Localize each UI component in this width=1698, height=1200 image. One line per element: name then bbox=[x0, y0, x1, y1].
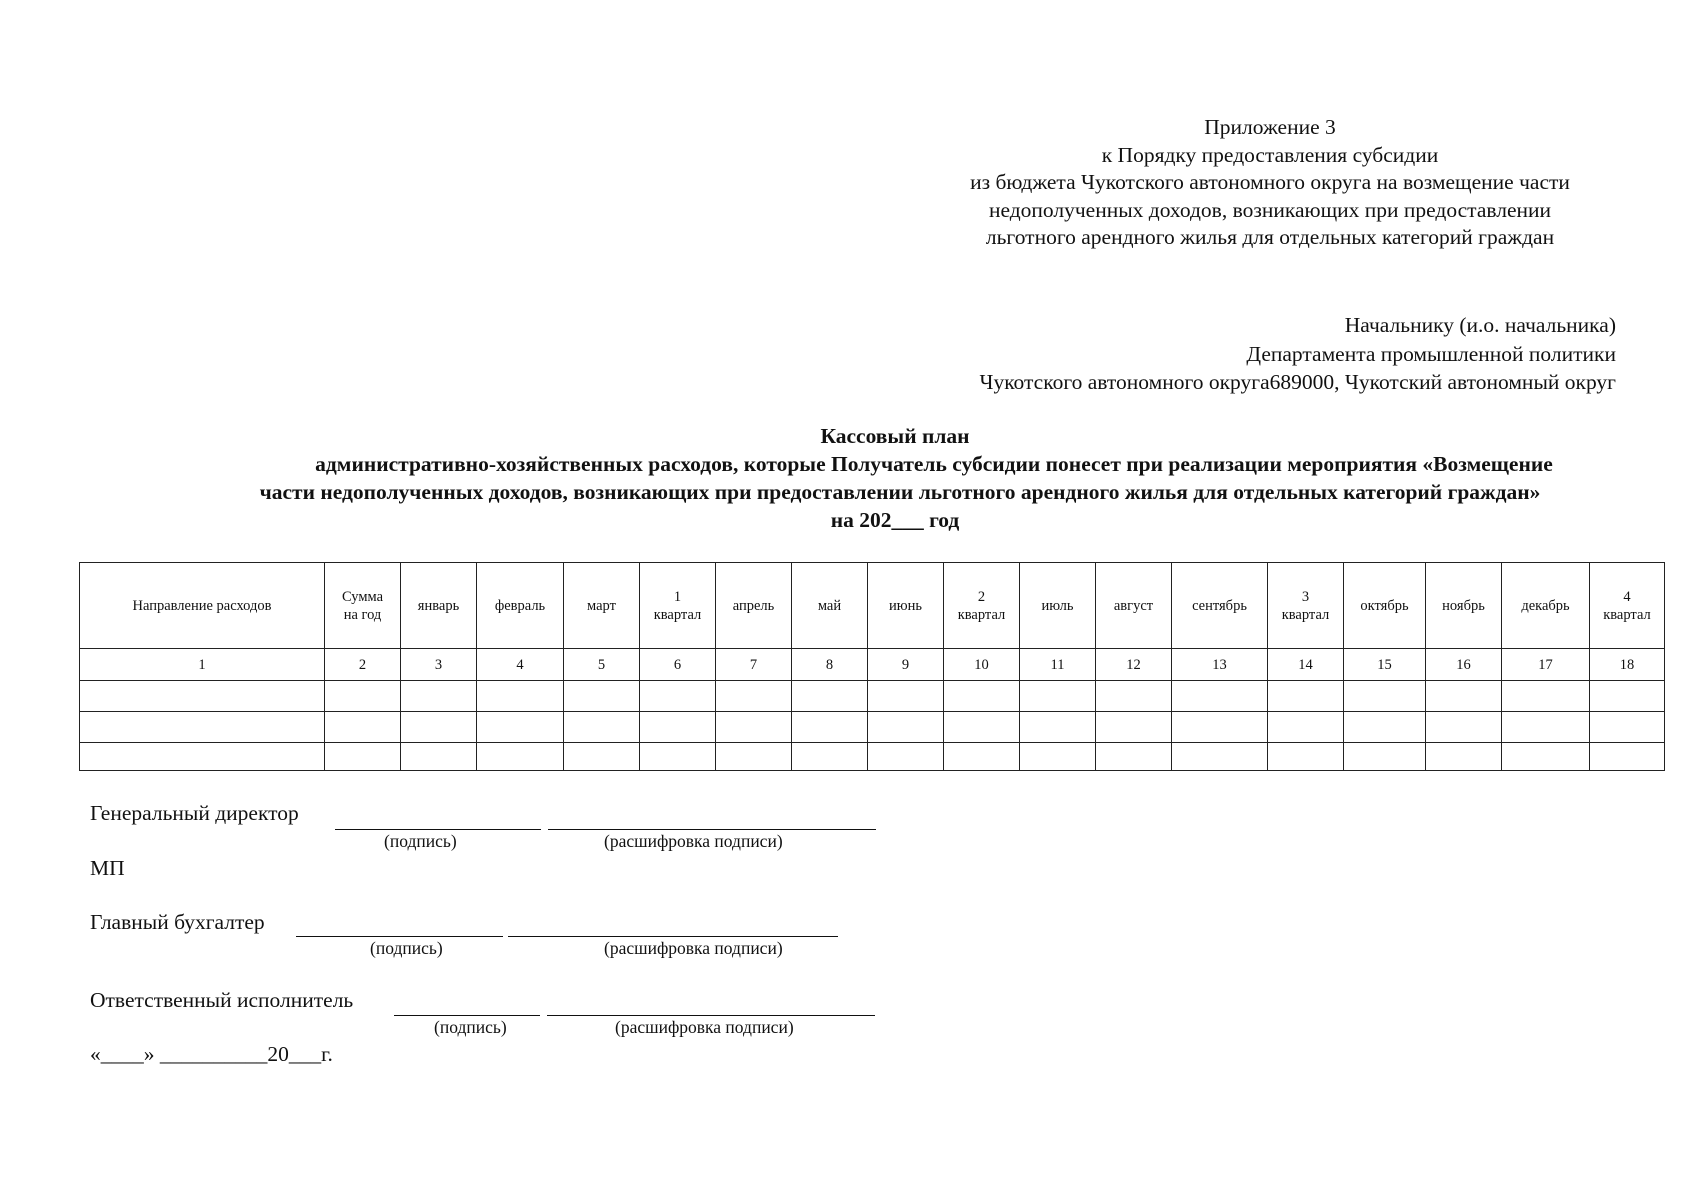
column-number: 16 bbox=[1426, 649, 1502, 681]
table-cell[interactable] bbox=[944, 743, 1020, 771]
column-header bbox=[401, 563, 477, 649]
column-header-label: 2 квартал bbox=[957, 588, 1006, 623]
column-number: 14 bbox=[1268, 649, 1344, 681]
column-header-label: 4 квартал bbox=[1603, 588, 1651, 623]
table-cell[interactable] bbox=[1344, 743, 1426, 771]
column-header bbox=[640, 563, 716, 649]
column-number: 1 bbox=[80, 649, 325, 681]
director-label: Генеральный директор bbox=[90, 801, 299, 825]
column-header-label: Направление расходов bbox=[132, 597, 272, 614]
column-header bbox=[944, 563, 1020, 649]
table-cell[interactable] bbox=[564, 712, 640, 743]
seal-label: МП bbox=[90, 856, 125, 880]
column-number: 5 bbox=[564, 649, 640, 681]
column-number: 9 bbox=[868, 649, 944, 681]
table-row bbox=[80, 681, 1665, 712]
column-header bbox=[1590, 563, 1665, 649]
table-cell[interactable] bbox=[1096, 743, 1172, 771]
column-number: 17 bbox=[1502, 649, 1590, 681]
table-cell[interactable] bbox=[868, 681, 944, 712]
column-header bbox=[80, 563, 325, 649]
title-line: Кассовый план bbox=[820, 424, 970, 448]
table-cell[interactable] bbox=[1426, 712, 1502, 743]
table-cell[interactable] bbox=[1426, 743, 1502, 771]
table-cell[interactable] bbox=[1172, 712, 1268, 743]
column-number-row bbox=[80, 649, 1665, 681]
table-cell[interactable] bbox=[477, 743, 564, 771]
column-header-label: сентябрь bbox=[1192, 597, 1247, 614]
addressee-line: Начальнику (и.о. начальника) bbox=[1344, 313, 1616, 337]
column-header-label: март bbox=[587, 597, 616, 614]
column-number: 3 bbox=[401, 649, 477, 681]
table-cell[interactable] bbox=[1268, 712, 1344, 743]
column-number: 13 bbox=[1172, 649, 1268, 681]
table-cell[interactable] bbox=[325, 743, 401, 771]
table-cell[interactable] bbox=[716, 681, 792, 712]
table-cell[interactable] bbox=[1096, 712, 1172, 743]
table-header-row bbox=[80, 563, 1665, 649]
title-line: административно-хозяйственных расходов, которые Получатель субсидии понесет при реализации мероприятия «Возмещение bbox=[315, 452, 1553, 476]
table-cell[interactable] bbox=[564, 681, 640, 712]
column-header-label: 1 квартал bbox=[653, 588, 702, 623]
column-header bbox=[564, 563, 640, 649]
column-header-label: июль bbox=[1041, 597, 1074, 614]
column-header bbox=[477, 563, 564, 649]
table-cell[interactable] bbox=[1344, 712, 1426, 743]
table-cell[interactable] bbox=[1020, 712, 1096, 743]
decoding-caption: (расшифровка подписи) bbox=[604, 831, 783, 851]
table-cell[interactable] bbox=[401, 712, 477, 743]
table-cell[interactable] bbox=[640, 743, 716, 771]
column-header-label: июнь bbox=[889, 597, 922, 614]
column-header bbox=[716, 563, 792, 649]
decoding-caption: (расшифровка подписи) bbox=[604, 938, 783, 958]
table-cell[interactable] bbox=[1344, 681, 1426, 712]
addressee-line: Чукотского автономного округа689000, Чукотский автономный округ bbox=[979, 370, 1616, 394]
column-header bbox=[1268, 563, 1344, 649]
table-cell[interactable] bbox=[944, 712, 1020, 743]
table-cell[interactable] bbox=[792, 712, 868, 743]
table-cell[interactable] bbox=[1268, 681, 1344, 712]
annex-line: льготного арендного жилья для отдельных категорий граждан bbox=[985, 225, 1555, 249]
signature-caption: (подпись) bbox=[434, 1017, 507, 1037]
table-cell[interactable] bbox=[868, 712, 944, 743]
table-cell[interactable] bbox=[80, 712, 325, 743]
column-number: 10 bbox=[944, 649, 1020, 681]
cash-plan-table bbox=[79, 562, 1665, 771]
table-cell[interactable] bbox=[325, 712, 401, 743]
table-cell[interactable] bbox=[1502, 712, 1590, 743]
table-cell[interactable] bbox=[1590, 743, 1665, 771]
column-number: 7 bbox=[716, 649, 792, 681]
column-header bbox=[325, 563, 401, 649]
table-cell[interactable] bbox=[1590, 712, 1665, 743]
column-number: 12 bbox=[1096, 649, 1172, 681]
table-cell[interactable] bbox=[477, 712, 564, 743]
column-header-label: январь bbox=[417, 597, 460, 614]
addressee-line: Департамента промышленной политики bbox=[1246, 341, 1616, 366]
column-header-label: октябрь bbox=[1360, 597, 1409, 614]
title-line: части недополученных доходов, возникающих при предоставлении льготного арендного жилья для отдельных категорий граждан» bbox=[259, 480, 1541, 504]
table-cell[interactable] bbox=[944, 681, 1020, 712]
table-cell[interactable] bbox=[1096, 681, 1172, 712]
column-number: 15 bbox=[1344, 649, 1426, 681]
column-number: 6 bbox=[640, 649, 716, 681]
table-row bbox=[80, 743, 1665, 771]
column-header-label: февраль bbox=[494, 597, 546, 614]
table-cell[interactable] bbox=[640, 712, 716, 743]
table-cell[interactable] bbox=[1426, 681, 1502, 712]
table-cell[interactable] bbox=[792, 743, 868, 771]
table-cell[interactable] bbox=[1590, 681, 1665, 712]
accountant-label: Главный бухгалтер bbox=[90, 910, 265, 934]
title-line: на 202___ год bbox=[830, 508, 960, 532]
date-line[interactable]: «____» __________20___г. bbox=[90, 1042, 333, 1066]
table-cell[interactable] bbox=[477, 681, 564, 712]
column-header-label: Сумма на год bbox=[341, 588, 384, 623]
column-number: 18 bbox=[1590, 649, 1665, 681]
annex-line: из бюджета Чукотского автономного округа на возмещение части bbox=[970, 170, 1570, 194]
table-cell[interactable] bbox=[1502, 743, 1590, 771]
document-title bbox=[80, 422, 1698, 534]
table-cell[interactable] bbox=[716, 712, 792, 743]
column-header bbox=[1096, 563, 1172, 649]
column-number: 4 bbox=[477, 649, 564, 681]
addressee-block bbox=[979, 311, 1616, 397]
table-cell[interactable] bbox=[1268, 743, 1344, 771]
executor-signature-line[interactable] bbox=[394, 1015, 540, 1016]
decoding-caption: (расшифровка подписи) bbox=[615, 1017, 794, 1037]
column-header bbox=[792, 563, 868, 649]
column-header bbox=[1344, 563, 1426, 649]
table-cell[interactable] bbox=[868, 743, 944, 771]
executor-label: Ответственный исполнитель bbox=[90, 988, 354, 1012]
table-cell[interactable] bbox=[1020, 743, 1096, 771]
table-cell[interactable] bbox=[716, 743, 792, 771]
executor-decoding-line[interactable] bbox=[547, 1015, 875, 1016]
signature-caption: (подпись) bbox=[370, 938, 443, 958]
director-decoding-line[interactable] bbox=[548, 829, 876, 830]
annex-line: Приложение 3 bbox=[1204, 115, 1336, 139]
table-cell[interactable] bbox=[792, 681, 868, 712]
table-cell[interactable] bbox=[1020, 681, 1096, 712]
signature-caption: (подпись) bbox=[384, 831, 457, 851]
column-header bbox=[1020, 563, 1096, 649]
table-cell[interactable] bbox=[80, 681, 325, 712]
column-header-label: май bbox=[817, 597, 842, 614]
director-signature-line[interactable] bbox=[335, 829, 541, 830]
table-cell[interactable] bbox=[325, 681, 401, 712]
table-cell[interactable] bbox=[80, 743, 325, 771]
column-header bbox=[868, 563, 944, 649]
column-header bbox=[1502, 563, 1590, 649]
column-header-label: ноябрь bbox=[1442, 597, 1485, 614]
annex-header bbox=[880, 114, 1660, 252]
table-cell[interactable] bbox=[401, 743, 477, 771]
table-cell[interactable] bbox=[401, 681, 477, 712]
annex-line: недополученных доходов, возникающих при предоставлении bbox=[988, 197, 1552, 222]
table-row bbox=[80, 712, 1665, 743]
column-header bbox=[1172, 563, 1268, 649]
column-header-label: апрель bbox=[732, 597, 775, 614]
table-cell[interactable] bbox=[1172, 681, 1268, 712]
column-header-label: декабрь bbox=[1521, 597, 1570, 614]
column-header bbox=[1426, 563, 1502, 649]
column-number: 2 bbox=[325, 649, 401, 681]
column-header-label: август bbox=[1113, 597, 1154, 614]
accountant-signature-line[interactable] bbox=[296, 936, 503, 937]
table-cell[interactable] bbox=[640, 681, 716, 712]
annex-line: к Порядку предоставления субсидии bbox=[1101, 142, 1439, 167]
column-header-label: 3 квартал bbox=[1281, 588, 1330, 623]
table-cell[interactable] bbox=[1502, 681, 1590, 712]
column-number: 11 bbox=[1020, 649, 1096, 681]
column-number: 8 bbox=[792, 649, 868, 681]
accountant-decoding-line[interactable] bbox=[508, 936, 838, 937]
table-cell[interactable] bbox=[564, 743, 640, 771]
table-cell[interactable] bbox=[1172, 743, 1268, 771]
